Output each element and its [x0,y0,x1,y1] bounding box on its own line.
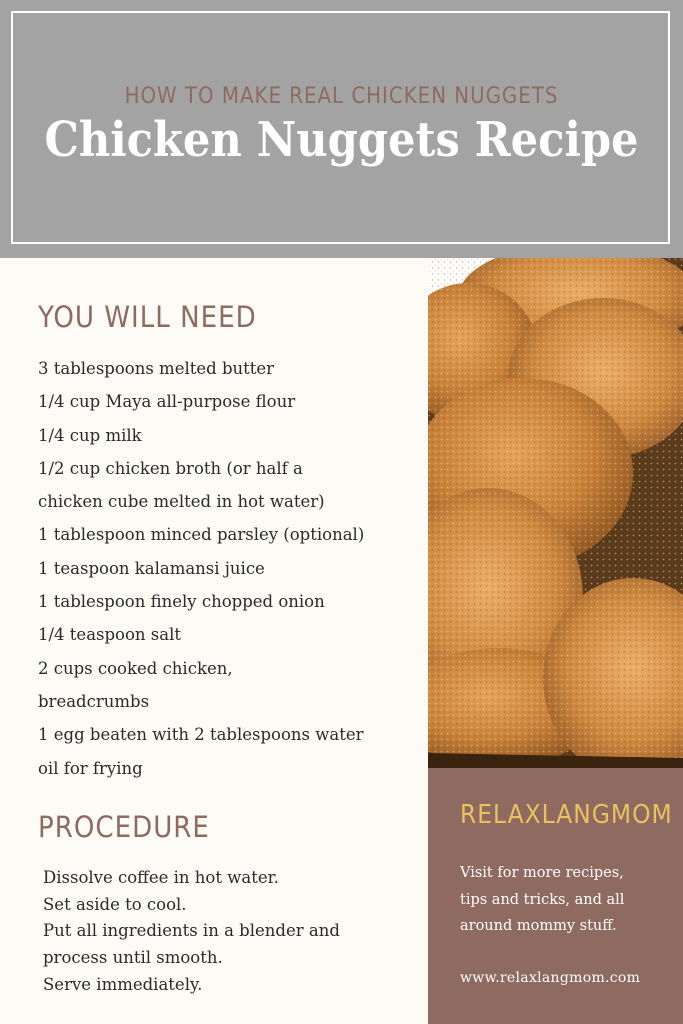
procedure-step: process until smooth. [43,948,223,968]
procedure-step: Put all ingredients in a blender and [43,921,340,941]
ingredient-item: breadcrumbs [38,691,150,711]
blurb-line: Visit for more recipes, [460,865,624,881]
ingredient-item: chicken cube melted in hot water) [38,492,325,512]
ingredient-item: 1/4 cup Maya all-purpose flour [38,392,296,412]
procedure-step: Serve immediately. [43,974,203,994]
ingredient-item: 1 teaspoon kalamansi juice [38,558,265,578]
ingredient-item: 2 cups cooked chicken, [38,658,233,678]
ingredient-item: 1/2 cup chicken broth (or half a [38,458,303,478]
brand-blurb [460,860,670,940]
chicken-nuggets-photo [428,258,683,768]
blurb-line: around mommy stuff. [460,918,617,934]
ingredient-item: 1 egg beaten with 2 tablespoons water [38,725,364,745]
recipe-subtitle: HOW TO MAKE REAL CHICKEN NUGGETS [124,84,559,109]
recipe-title: Chicken Nuggets Recipe [44,112,639,168]
ingredient-item: 1/4 teaspoon salt [38,625,182,645]
ingredient-item: 3 tablespoons melted butter [38,359,275,378]
blurb-line: tips and tricks, and all [460,891,625,908]
procedure-step: Dissolve coffee in hot water. [43,868,279,887]
ingredient-item: 1/4 cup milk [38,425,142,445]
nuggets-illustration [428,258,683,768]
brand-name: RELAXLANGMOM [460,800,673,830]
ingredient-item: 1 tablespoon finely chopped onion [38,592,325,612]
procedure-steps [43,865,340,998]
ingredients-heading: YOU WILL NEED [38,300,257,334]
ingredient-item: 1 tablespoon minced parsley (optional) [38,525,365,545]
website-link[interactable]: www.relaxlangmom.com [460,970,641,986]
ingredient-item: oil for frying [38,758,143,778]
procedure-step: Set aside to cool. [43,894,187,914]
procedure-heading: PROCEDURE [38,810,210,844]
ingredients-list [38,352,364,785]
